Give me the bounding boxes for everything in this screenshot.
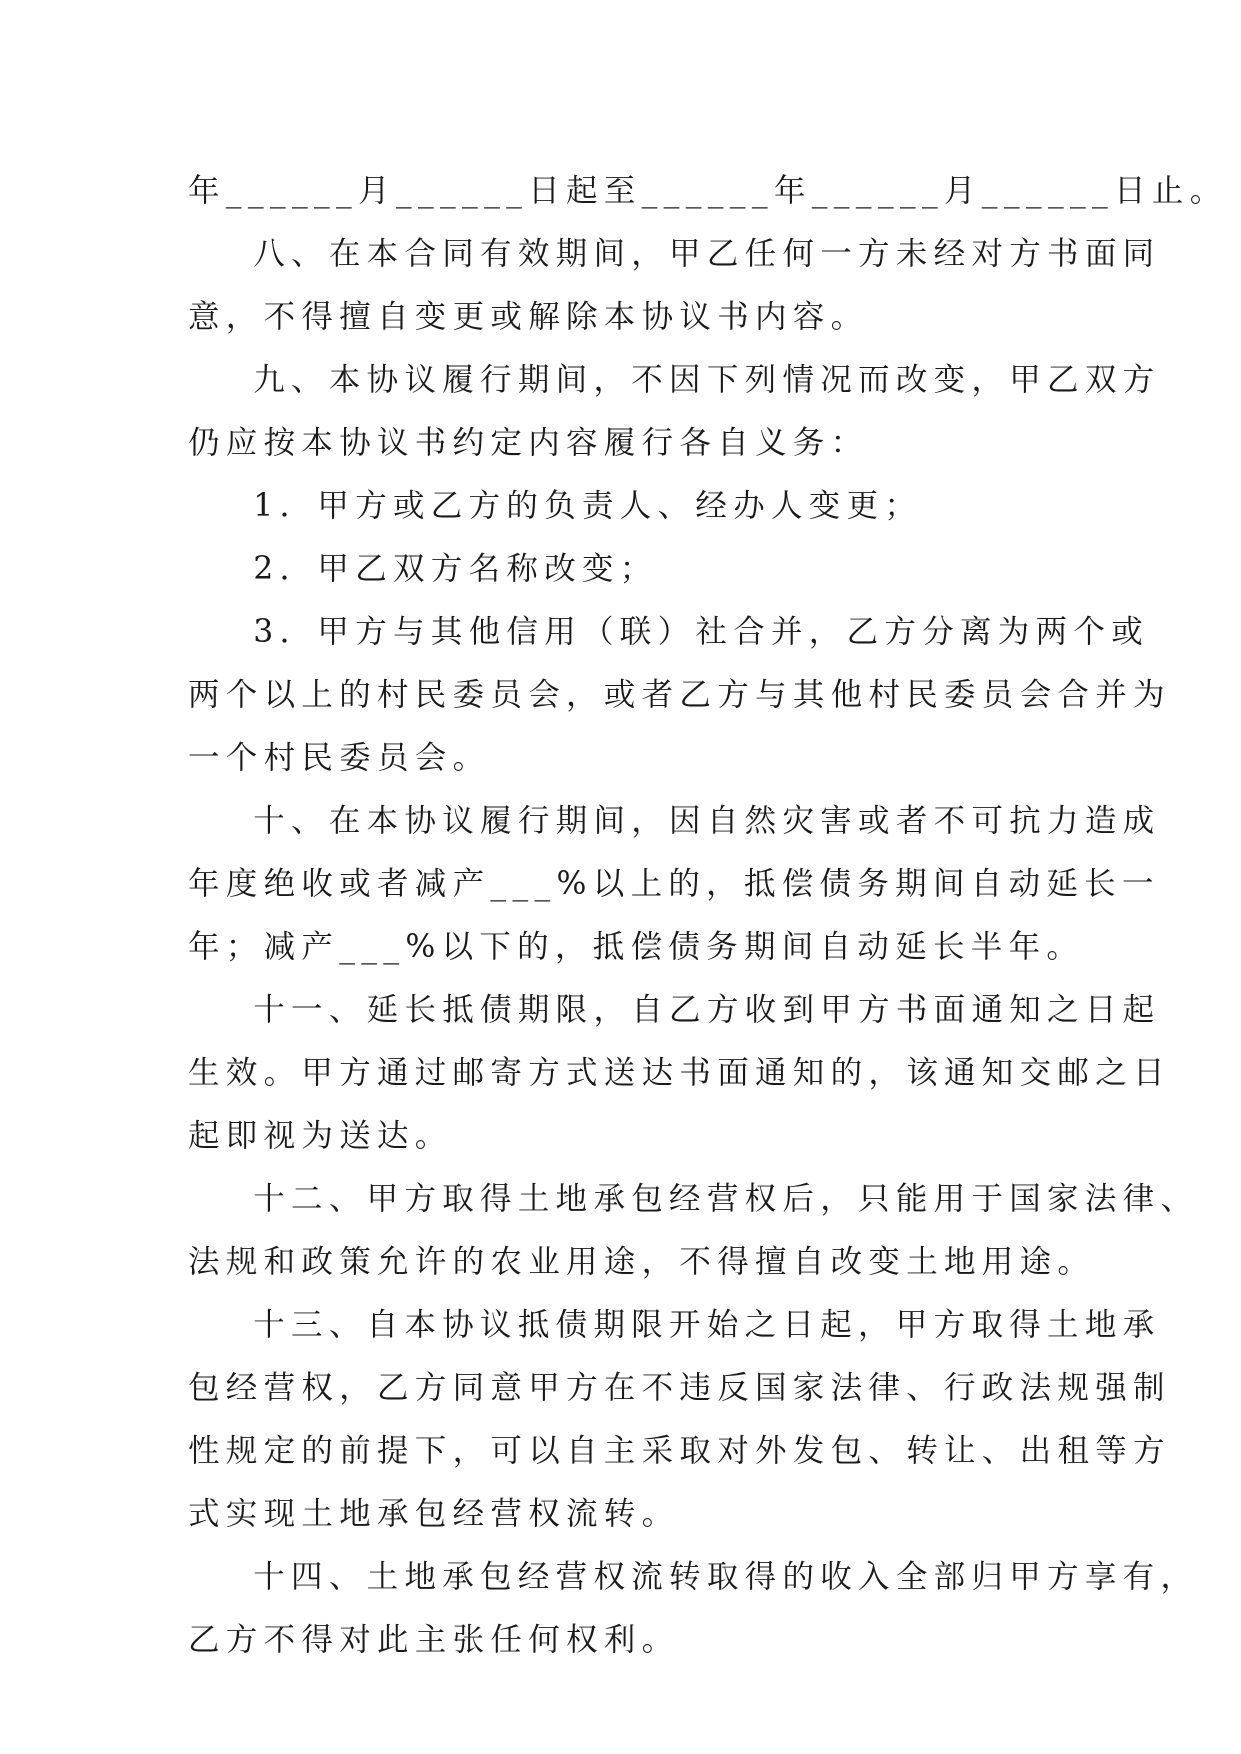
- text-line: 两个以上的村民委员会，或者乙方与其他村民委员会合并为: [188, 677, 1171, 713]
- text-line: 九、本协议履行期间，不因下列情况而改变，甲乙双方: [188, 362, 1161, 398]
- text-line: 乙方不得对此主张任何权利。: [188, 1622, 680, 1658]
- text-line: 年；减产___%以下的，抵偿债务期间自动延长半年。: [188, 929, 1085, 965]
- text-line: 十一、延长抵债期限，自乙方收到甲方书面通知之日起: [188, 992, 1161, 1028]
- text-line: 年______月______日起至______年______月______日止。: [188, 173, 1228, 209]
- text-line: 八、在本合同有效期间，甲乙任何一方未经对方书面同: [188, 236, 1161, 272]
- text-line: 3．甲方与其他信用（联）社合并，乙方分离为两个或: [188, 614, 1149, 650]
- text-line: 法规和政策允许的农业用途，不得擅自改变土地用途。: [188, 1244, 1096, 1280]
- text-line: 1．甲方或乙方的负责人、经办人变更；: [188, 488, 923, 524]
- text-line: 包经营权，乙方同意甲方在不违反国家法律、行政法规强制: [188, 1370, 1171, 1406]
- document-body: [188, 160, 1228, 1672]
- text-line: 性规定的前提下，可以自主采取对外发包、转让、出租等方: [188, 1433, 1171, 1469]
- text-line: 十、在本协议履行期间，因自然灾害或者不可抗力造成: [188, 803, 1161, 839]
- text-line: 起即视为送达。: [188, 1118, 453, 1154]
- text-line: 仍应按本协议书约定内容履行各自义务：: [188, 425, 869, 461]
- text-line: 一个村民委员会。: [188, 740, 491, 776]
- text-line: 十二、甲方取得土地承包经营权后，只能用于国家法律、: [188, 1181, 1199, 1217]
- text-line: 式实现土地承包经营权流转。: [188, 1496, 680, 1532]
- text-line: 生效。甲方通过邮寄方式送达书面通知的，该通知交邮之日: [188, 1055, 1171, 1091]
- text-line: 年度绝收或者减产___%以上的，抵偿债务期间自动延长一: [188, 866, 1160, 902]
- text-line: 意，不得擅自变更或解除本协议书内容。: [188, 299, 869, 335]
- text-line: 2．甲乙双方名称改变；: [188, 551, 658, 587]
- text-line: 十三、自本协议抵债期限开始之日起，甲方取得土地承: [188, 1307, 1161, 1343]
- text-line: 十四、土地承包经营权流转取得的收入全部归甲方享有，: [188, 1559, 1199, 1595]
